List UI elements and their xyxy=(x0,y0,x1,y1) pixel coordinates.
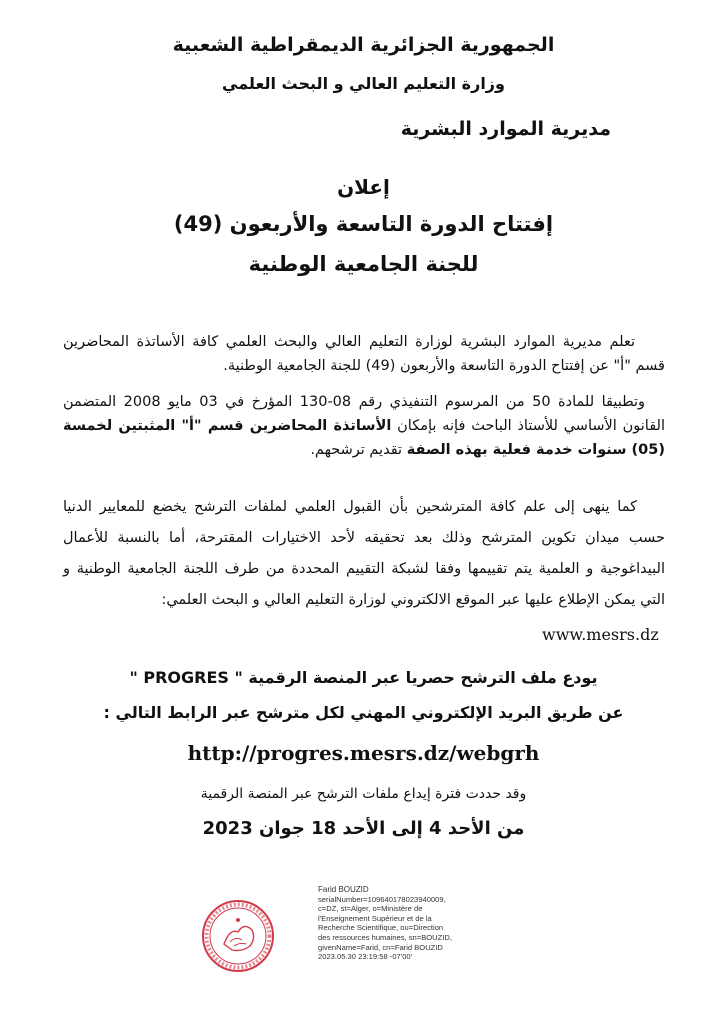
paragraph-eligibility-text-2: تقديم ترشحهم. xyxy=(310,442,407,458)
signature-detail: 2023.05.30 23:19:58 -07'00' xyxy=(318,952,413,962)
announcement-heading: إعلان xyxy=(337,175,390,199)
republic-header: الجمهورية الجزائرية الديمقراطية الشعبية xyxy=(172,34,555,56)
deposit-dates: من الأحد 4 إلى الأحد 18 جوان 2023 xyxy=(202,818,525,839)
signature-detail: Recherche Scientifique, ou=Direction xyxy=(318,923,444,933)
announcement-title-line1: إفتتاح الدورة التاسعة والأربعون (49) xyxy=(173,212,554,236)
signature-detail: givenName=Farid, cn=Farid BOUZID xyxy=(318,942,443,952)
website-link[interactable]: www.mesrs.dz xyxy=(542,625,659,644)
direction-header: مديرية الموارد البشرية xyxy=(400,118,611,140)
paragraph-opening: تعلم مديرية الموارد البشرية لوزارة التعليم العالي والبحث العلمي كافة الأساتذة المحاضرين قسم "أ" عن إفتتاح الدورة التاسعة والأربعون (49) للجنة الجامعية الوطنية. xyxy=(63,334,665,374)
announcement-title-line2: للجنة الجامعية الوطنية xyxy=(248,252,479,276)
paragraph-eligibility xyxy=(63,390,665,462)
paragraph-eligibility-emphasis: الأساتذة المحاضرين قسم "أ" المثبتين لخمسة (05) سنوات خدمة فعلية بهذه الصفة xyxy=(63,418,665,458)
signature-detail: l'Enseignement Supérieur et de la xyxy=(318,913,432,923)
signature-detail: des ressources humaines, sn=BOUZID, xyxy=(318,932,452,942)
signer-name: Farid BOUZID xyxy=(318,885,369,894)
digital-signature xyxy=(318,885,468,962)
deposit-period-label: وقد حددت فترة إيداع ملفات الترشح عبر المنصة الرقمية xyxy=(200,786,527,802)
ministry-header: وزارة التعليم العالي و البحث العلمي xyxy=(222,74,505,93)
deposit-instruction-line2: عن طريق البريد الإلكتروني المهني لكل مترشح عبر الرابط التالي : xyxy=(103,703,624,722)
official-seal-icon xyxy=(200,898,276,974)
signature-detail: serialNumber=109640178023940009, xyxy=(318,894,446,904)
progres-link[interactable]: http://progres.mesrs.dz/webgrh xyxy=(187,741,540,765)
deposit-instruction-line1: يودع ملف الترشح حصريا عبر المنصة الرقمية " PROGRES " xyxy=(129,668,598,687)
signature-detail: c=DZ, st=Alger, o=Ministère de xyxy=(318,904,423,914)
paragraph-criteria: كما ينهى إلى علم كافة المترشحين بأن القبول العلمي لملفات الترشح يخضع للمعايير الدنيا حسب ميدان تكوين المترشح وذلك بعد تحقيقه لأحد الاختيارات المقترحة، أما بالنسبة للأعمال البيداغوجية و العلمية يتم تقييمها وفقا لشبكة التقييم المحددة من طرف اللجنة الجامعية الوطنية و التي يمكن الإطلاع عليها عبر الموقع الالكتروني لوزارة التعليم العالي و البحث العلمي: xyxy=(63,499,665,608)
paragraph-eligibility-text-1: وتطبيقا للمادة 50 من المرسوم التنفيذي رقم 08-130 المؤرخ في 03 مايو 2008 المتضمن القانون الأساسي للأستاذ الباحث فإنه بإمكان xyxy=(63,394,665,434)
